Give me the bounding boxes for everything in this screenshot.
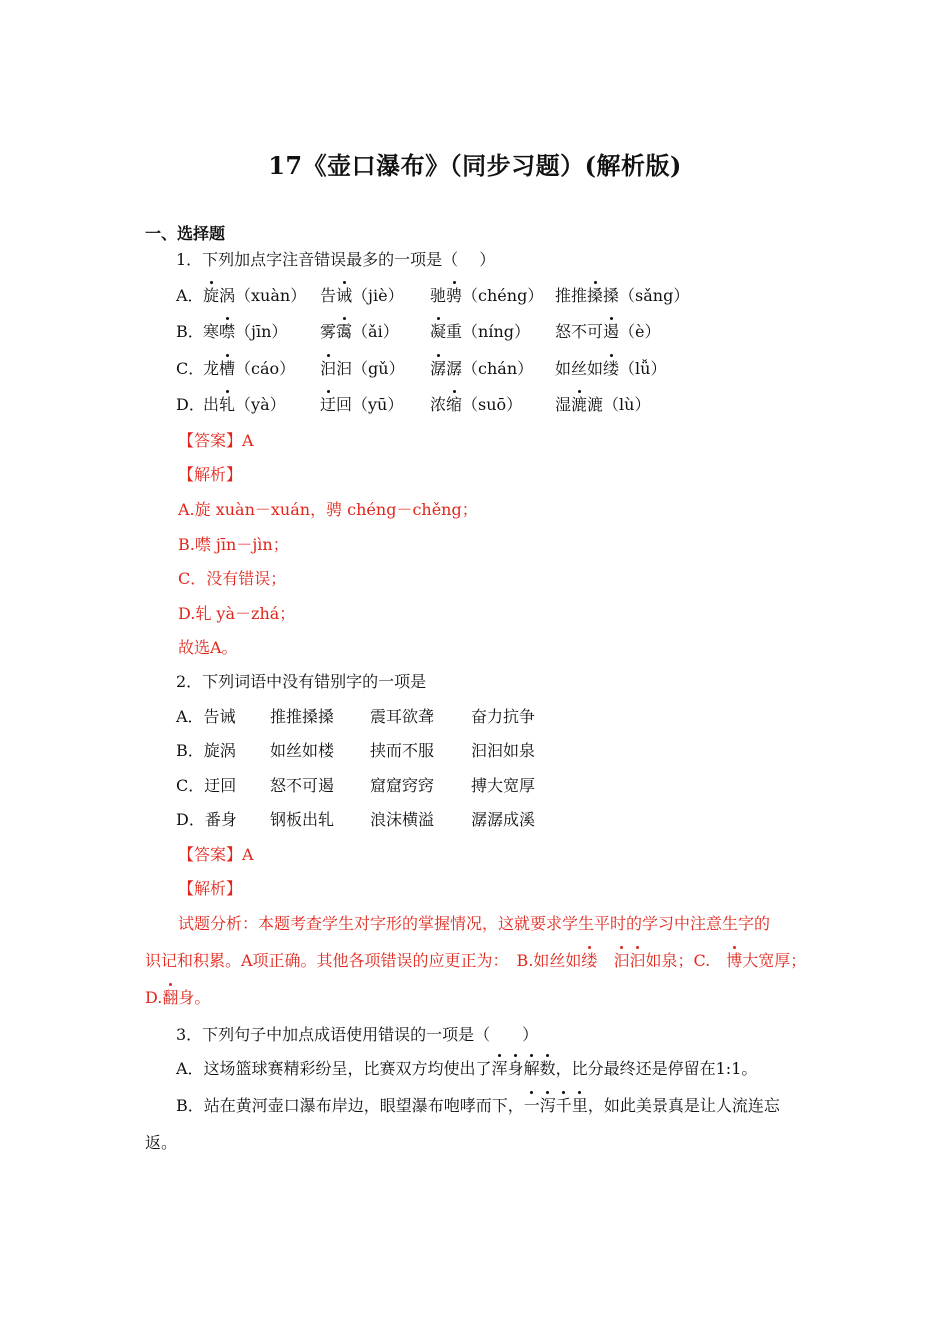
dotted-char: 霭: [336, 322, 353, 341]
question-2-analysis-line-2: [145, 951, 806, 971]
dotted-char: 汩: [629, 951, 646, 970]
dotted-idiom: [492, 1059, 556, 1078]
option-label: B．: [176, 322, 204, 341]
dotted-char: 轧: [219, 395, 236, 414]
question-2-word: 浪沫横溢: [370, 810, 435, 829]
dotted-char: 缩: [446, 395, 463, 414]
question-2-word: 窟窟窍窍: [370, 776, 435, 795]
question-2-word: 怒不可遏: [270, 776, 335, 795]
option-item: 凝重（níng）: [430, 322, 530, 341]
question-2-word: 潺潺成溪: [471, 810, 536, 829]
dotted-char: 诫: [336, 286, 353, 305]
option-item: 浓缩（suō）: [430, 395, 523, 414]
dotted-char: 潺: [430, 359, 447, 378]
option-label: C．: [176, 359, 205, 378]
dotted-char: 解: [523, 1059, 540, 1078]
question-2-word: 震耳欲聋: [370, 707, 435, 726]
text: A．这场篮球赛精彩纷呈，比赛双方均使出了: [176, 1059, 492, 1078]
option-item: 寒噤（jīn）: [203, 322, 288, 341]
question-2-option-label-word: B．旋涡: [176, 741, 236, 760]
option-label: D．: [176, 395, 205, 414]
question-1-answer: 【答案】A: [178, 431, 254, 450]
dotted-char: 汩: [613, 951, 630, 970]
question-2-word: 搏大宽厚: [471, 776, 536, 795]
option-item: 旋涡（xuàn）: [203, 286, 307, 305]
question-3-option-b-continued: 返。: [145, 1133, 178, 1152]
question-2-word: 汩汩如泉: [471, 741, 536, 760]
text: 如泉；C.: [645, 951, 727, 970]
text: [597, 951, 613, 970]
dotted-word: [613, 951, 645, 970]
option-item: 如丝如缕（lǚ）: [555, 359, 667, 378]
dotted-char: 遏: [603, 322, 620, 341]
question-3-option-a: [176, 1059, 757, 1079]
question-1-analysis-b: B.噤 jīn－jìn；: [178, 535, 289, 554]
question-2-stem: 2．下列词语中没有错别字的一项是: [176, 672, 427, 691]
dotted-char: 缕: [581, 951, 598, 970]
question-2-option-label-word: A．告诫: [176, 707, 236, 726]
dotted-char: 翻: [162, 988, 179, 1007]
dotted-char: 数: [539, 1059, 556, 1078]
option-item: 湿漉漉（lù）: [555, 395, 651, 414]
text: ，比分最终还是停留在1:1。: [555, 1059, 758, 1078]
question-2-analysis-line-1: 试题分析：本题考查学生对字形的掌握情况，这就要求学生平时的学习中注意生字的: [178, 914, 771, 933]
question-1-analysis-a: A.旋 xuàn－xuán，骋 chéng－chěng；: [178, 500, 478, 519]
dotted-char: 漉: [571, 395, 588, 414]
question-2-word: 挟而不服: [370, 741, 435, 760]
option-label: A．: [176, 286, 204, 305]
section-heading: 一、选择题: [145, 224, 226, 243]
question-2-word: 奋力抗争: [471, 707, 536, 726]
option-item: 告诫（jiè）: [320, 286, 404, 305]
question-1-analysis-c: C．没有错误；: [178, 569, 287, 588]
question-2-analysis-line-3: [145, 988, 210, 1008]
dotted-char: 迂: [320, 395, 337, 414]
dotted-char: 博: [726, 951, 743, 970]
question-2-analysis-label: 【解析】: [178, 879, 243, 898]
option-item: 龙槽（cáo）: [203, 359, 296, 378]
question-3-stem: 3．下列句子中加点成语使用错误的一项是（ ）: [176, 1025, 539, 1044]
option-item: 潺潺（chán）: [430, 359, 534, 378]
option-item: 雾霭（ǎi）: [320, 322, 399, 341]
text: 身。: [178, 988, 211, 1007]
question-1-analysis-label: 【解析】: [178, 465, 243, 484]
document-title: 17《壶口瀑布》（同步习题）(解析版): [268, 151, 682, 180]
question-3-option-b: [176, 1096, 780, 1116]
dotted-char: 里: [571, 1096, 588, 1115]
dotted-char: 骋: [446, 286, 463, 305]
text: D.: [145, 988, 163, 1007]
option-item: 迂回（yū）: [320, 395, 404, 414]
question-2-option-label-word: D．番身: [176, 810, 237, 829]
option-item: 出轧（yà）: [203, 395, 286, 414]
option-item: 汩汩（gǔ）: [320, 359, 405, 378]
dotted-char: 噤: [219, 322, 236, 341]
option-item: 怒不可遏（è）: [555, 322, 661, 341]
question-2-option-label-word: C．迂回: [176, 776, 237, 795]
option-item: 驰骋（chéng）: [430, 286, 544, 305]
dotted-idiom: [524, 1096, 588, 1115]
text: 大宽厚；: [742, 951, 807, 970]
question-1-stem: 1．下列加点字注音错误最多的一项是（ ）: [176, 250, 496, 269]
dotted-char: 旋: [203, 286, 220, 305]
dotted-char: 一: [523, 1096, 540, 1115]
question-2-answer: 【答案】A: [178, 845, 254, 864]
dotted-char: 浑: [491, 1059, 508, 1078]
dotted-char: 千: [555, 1096, 572, 1115]
text: ，如此美景真是让人流连忘: [587, 1096, 780, 1115]
text: B．站在黄河壶口瀑布岸边，眼望瀑布咆哮而下，: [176, 1096, 524, 1115]
text: 识记和积累。A项正确。其他各项错误的应更正为： B.如丝如: [145, 951, 582, 970]
question-2-word: 推推搡搡: [270, 707, 335, 726]
dotted-char: 缕: [603, 359, 620, 378]
dotted-char: 搡: [587, 286, 604, 305]
question-2-word: 钢板出轧: [270, 810, 335, 829]
question-1-analysis-d: D.轧 yà－zhá；: [178, 604, 296, 623]
dotted-char: 凝: [430, 322, 447, 341]
option-item: 推推搡搡（sǎng）: [555, 286, 690, 305]
dotted-char: 泻: [539, 1096, 556, 1115]
dotted-char: 身: [507, 1059, 524, 1078]
question-1-conclusion: 故选A。: [178, 638, 238, 657]
dotted-char: 槽: [219, 359, 236, 378]
question-2-word: 如丝如楼: [270, 741, 335, 760]
dotted-char: 汩: [320, 359, 337, 378]
